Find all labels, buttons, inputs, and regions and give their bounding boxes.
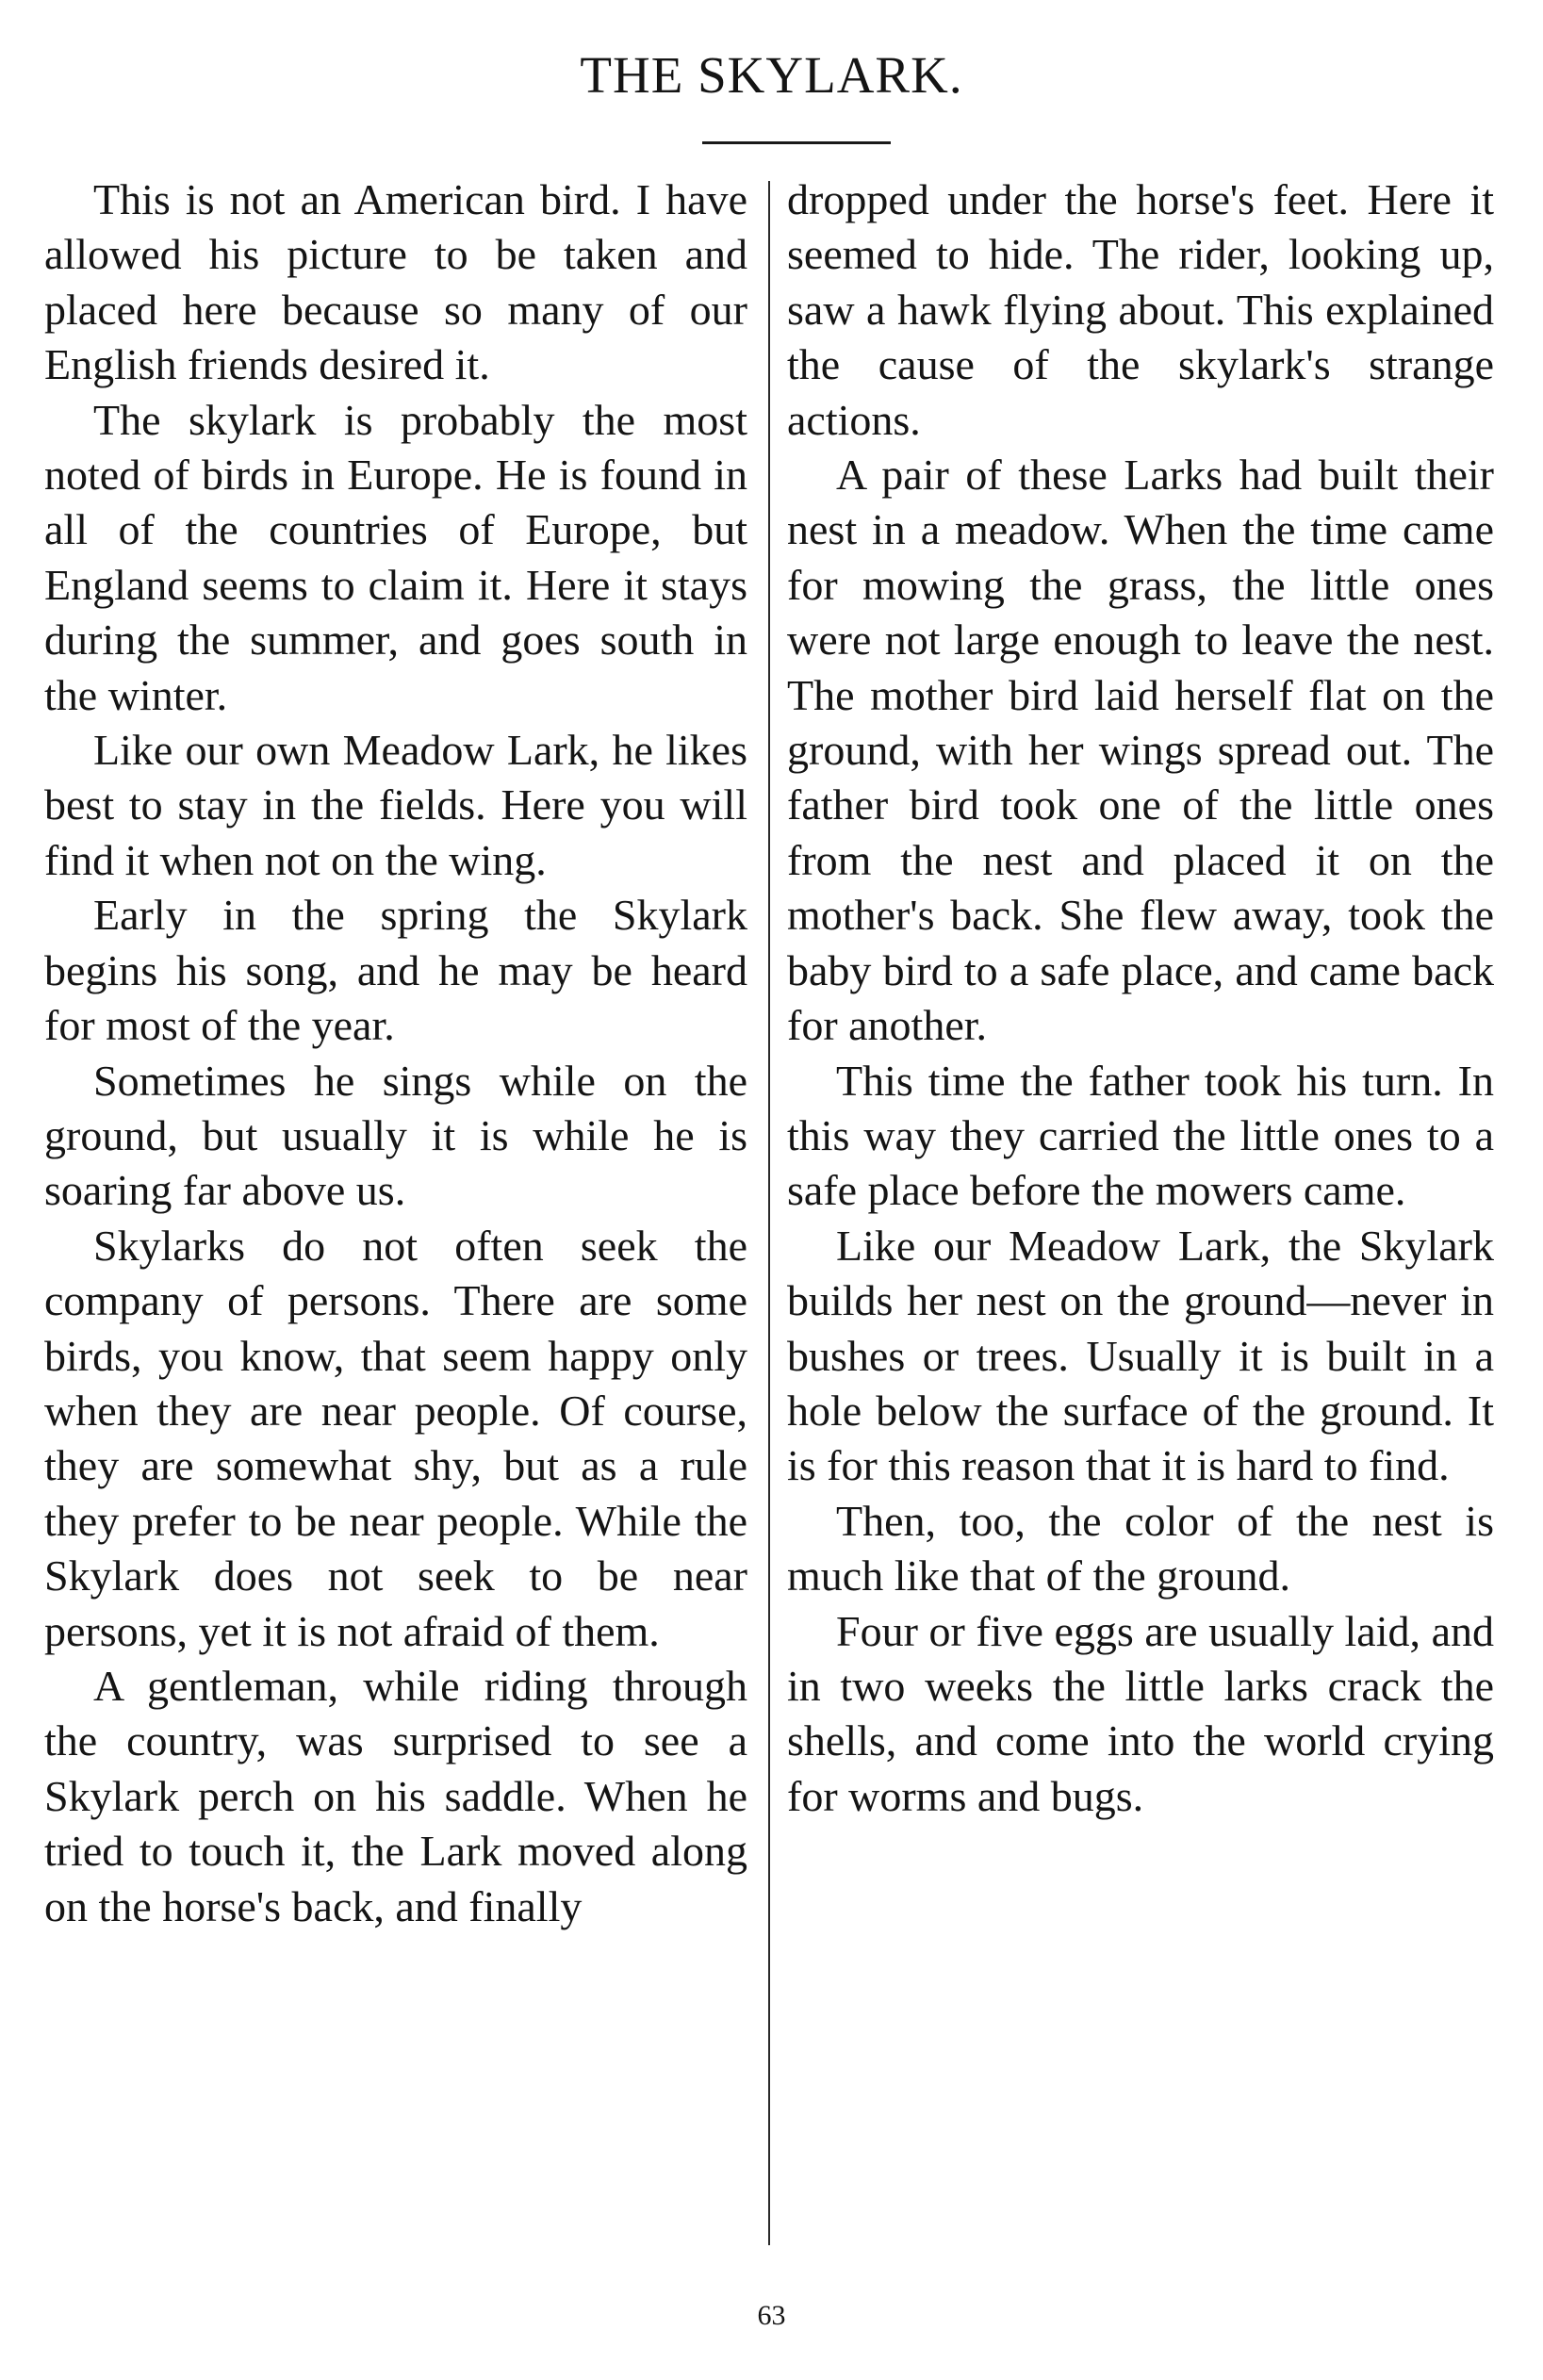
paragraph: This is not an American bird. I have allowed his picture to be taken and placed here because so many of our English friends desired it. [44, 175, 747, 389]
paragraph: Early in the spring the Skylark begins his song, and he may be heard for most of the year. [44, 891, 747, 1050]
paragraph: A pair of these Larks had built their nest in a meadow. When the time came for mowing the grass, the little ones were not large enough to leave the nest. The mother bird laid herself flat on the ground, with her wings spread out. The father bird took one of the little ones from the nest and placed it on the mother's back. She flew away, took the baby bird to a safe place, and came back for another. [787, 451, 1494, 1050]
left-column [44, 172, 747, 1934]
paragraph: The skylark is probably the most noted of birds in Europe. He is found in all of the countries of Europe, but England seems to claim it. Here it stays during the summer, and goes south in the winter. [44, 395, 747, 719]
paragraph: Sometimes he sings while on the ground, but usually it is while he is soaring far above us. [44, 1056, 747, 1215]
paragraph: A gentleman, while riding through the country, was surprised to see a Skylark perch on his saddle. When he tried to touch it, the Lark moved along on the horse's back, and finally [44, 1661, 747, 1930]
paragraph: Skylarks do not often seek the company of persons. There are some birds, you know, that seem happy only when they are near people. Of course, they are somewhat shy, but as a rule they prefer to be near people. While the Skylark does not seek to be near persons, yet it is not afraid of them. [44, 1221, 747, 1655]
paragraph: Like our Meadow Lark, the Skylark builds her nest on the ground—never in bushes or trees. Usually it is built in a hole below the surface of the ground. It is for this reason that it is hard to find. [787, 1221, 1494, 1490]
paragraph: Then, too, the color of the nest is much like that of the ground. [787, 1496, 1494, 1600]
paragraph: dropped under the horse's feet. Here it seemed to hide. The rider, looking up, saw a hawk flying about. This explained the cause of the skylark's strange actions. [787, 175, 1494, 444]
page-number: 63 [757, 2300, 786, 2331]
column-divider [768, 181, 770, 2245]
title-rule [702, 141, 891, 144]
paragraph: This time the father took his turn. In this way they carried the little ones to a safe place before the mowers came. [787, 1056, 1494, 1215]
page-title: THE SKYLARK. [580, 46, 963, 104]
right-column [787, 172, 1494, 1824]
paragraph: Four or five eggs are usually laid, and in two weeks the little larks crack the shells, and come into the world crying for worms and bugs. [787, 1606, 1494, 1820]
paragraph: Like our own Meadow Lark, he likes best to stay in the fields. Here you will find it when not on the wing. [44, 726, 747, 884]
